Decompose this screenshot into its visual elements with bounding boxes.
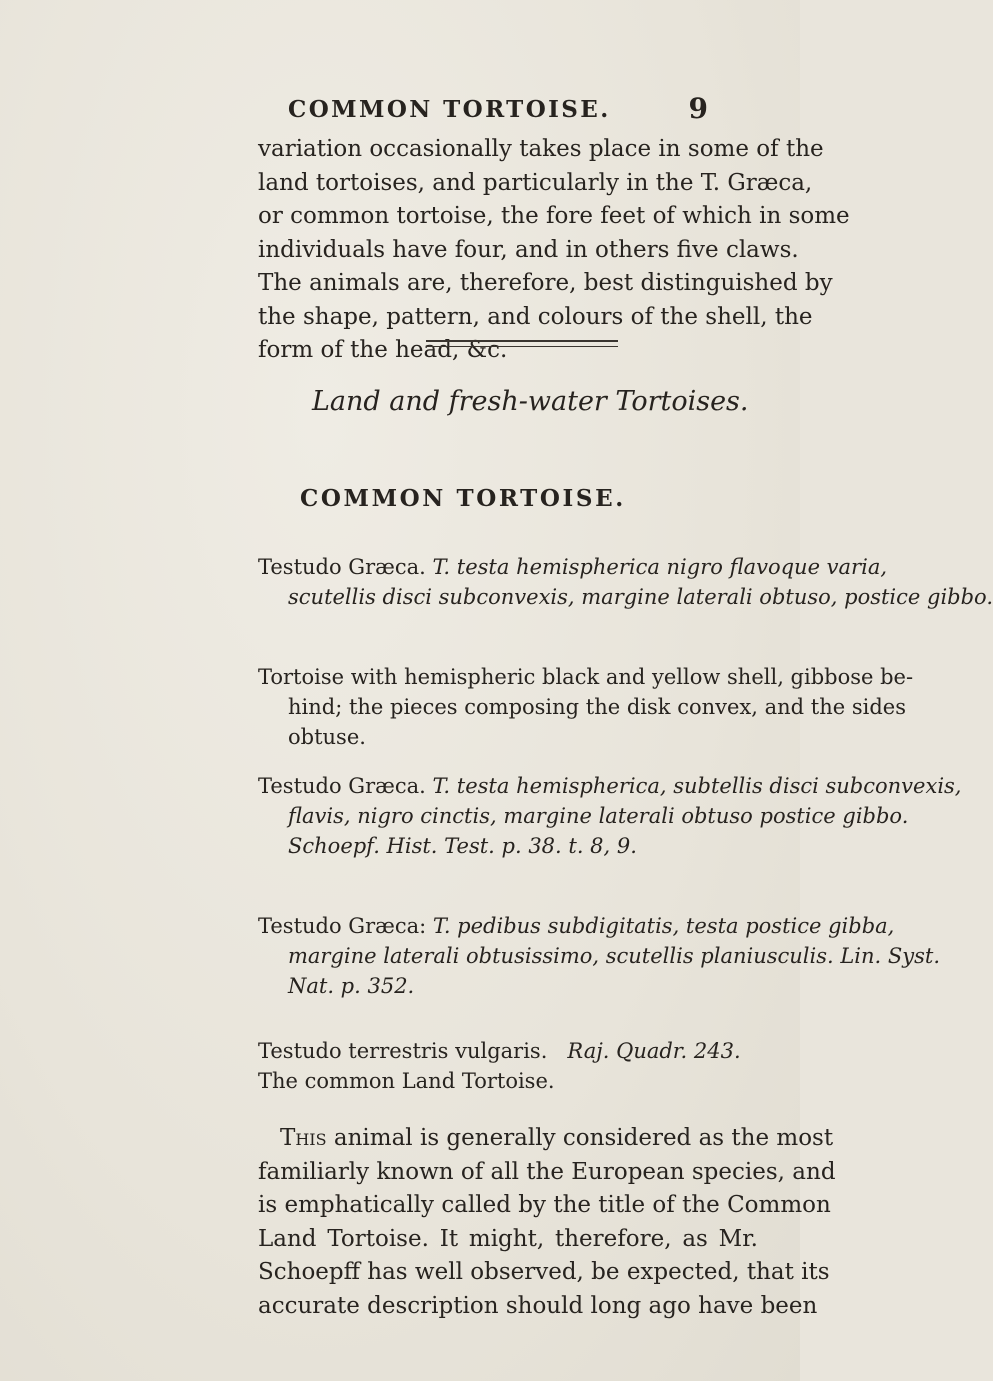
synonym-line: hind; the pieces composing the disk convex, and the sides [288,695,906,719]
page-number: 9 [688,92,708,125]
body-paragraph [258,1122,836,1323]
text-line: Schoepff has well observed, be expected, that its [258,1259,830,1285]
section-divider [426,340,618,342]
synonym-entry [258,552,993,612]
page-header [0,92,800,132]
synonym-line [258,771,962,801]
synonym-line [258,941,941,971]
section-title: Land and fresh-water Tortoises. [312,386,749,417]
synonym-entry [258,1036,768,1066]
synonym-line: obtuse. [288,725,366,749]
synonym-description: T. testa hemispherica, subtellis disci subconvexis, [432,774,962,798]
synonym-entry [258,911,941,1001]
text-line [258,1122,834,1156]
synonym-description: T. testa hemispherica nigro flavoque varia, [432,555,888,579]
synonym-description: T. pedibus subdigitatis, testa postice gibba, [432,914,895,938]
intro-paragraph [258,133,850,368]
synonym-line [258,1036,768,1066]
synonym-entry [258,1066,768,1096]
drop-word: This [280,1125,327,1151]
synonym-entry [258,771,962,861]
text-line: or common tortoise, the fore feet of which in some [258,203,850,229]
text-line: familiarly known of all the European species, and [258,1158,836,1185]
text-line: variation occasionally takes place in some of the [258,136,824,162]
text-line: is emphatically called by the title of the Common [258,1192,831,1218]
synonym-line: The common Land Tortoise. [258,1069,555,1093]
synonym-citation: Nat. p. 352. [288,974,415,998]
synonym-line [258,911,895,941]
text-line: the shape, pattern, and colours of the shell, the [258,303,813,330]
text-line: The animals are, therefore, best distinguished by [258,270,833,296]
synonym-citation: Raj. Quadr. 243. [567,1039,741,1063]
synonym-entry [258,662,914,752]
synonym-line: scutellis disci subconvexis, margine laterali obtuso, postice gibbo. [288,585,993,609]
synonym-citation: Lin. Syst. [840,944,941,968]
synonym-name: Testudo terrestris vulgaris. [258,1039,548,1063]
text-line: Land Tortoise. It might, therefore, as Mr. [258,1225,758,1252]
section-divider-thin [426,346,618,347]
synonym-line: flavis, nigro cinctis, margine laterali obtuso postice gibbo. [288,804,909,828]
text-line: accurate description should long ago have been [258,1292,818,1319]
species-heading: COMMON TORTOISE. [300,485,626,512]
running-title: COMMON TORTOISE. [288,96,611,123]
synonym-citation: Schoepf. Hist. Test. p. 38. t. 8, 9. [288,834,637,858]
synonym-name: Testudo Græca. [258,555,426,579]
synonym-name: Testudo Græca. [258,774,426,798]
text-line: land tortoises, and particularly in the T. Græca, [258,169,813,196]
text-line: form of the head, &c. [258,337,508,363]
synonym-line: Tortoise with hemispheric black and yellow shell, gibbose be- [258,665,914,689]
synonym-description: margine laterali obtusissimo, scutellis planiusculis. [288,944,834,968]
synonym-name: Testudo Græca: [258,914,427,938]
synonym-line [258,552,888,582]
text-fragment: animal is generally considered as the most [333,1125,834,1151]
text-line: individuals have four, and in others five claws. [258,236,799,263]
